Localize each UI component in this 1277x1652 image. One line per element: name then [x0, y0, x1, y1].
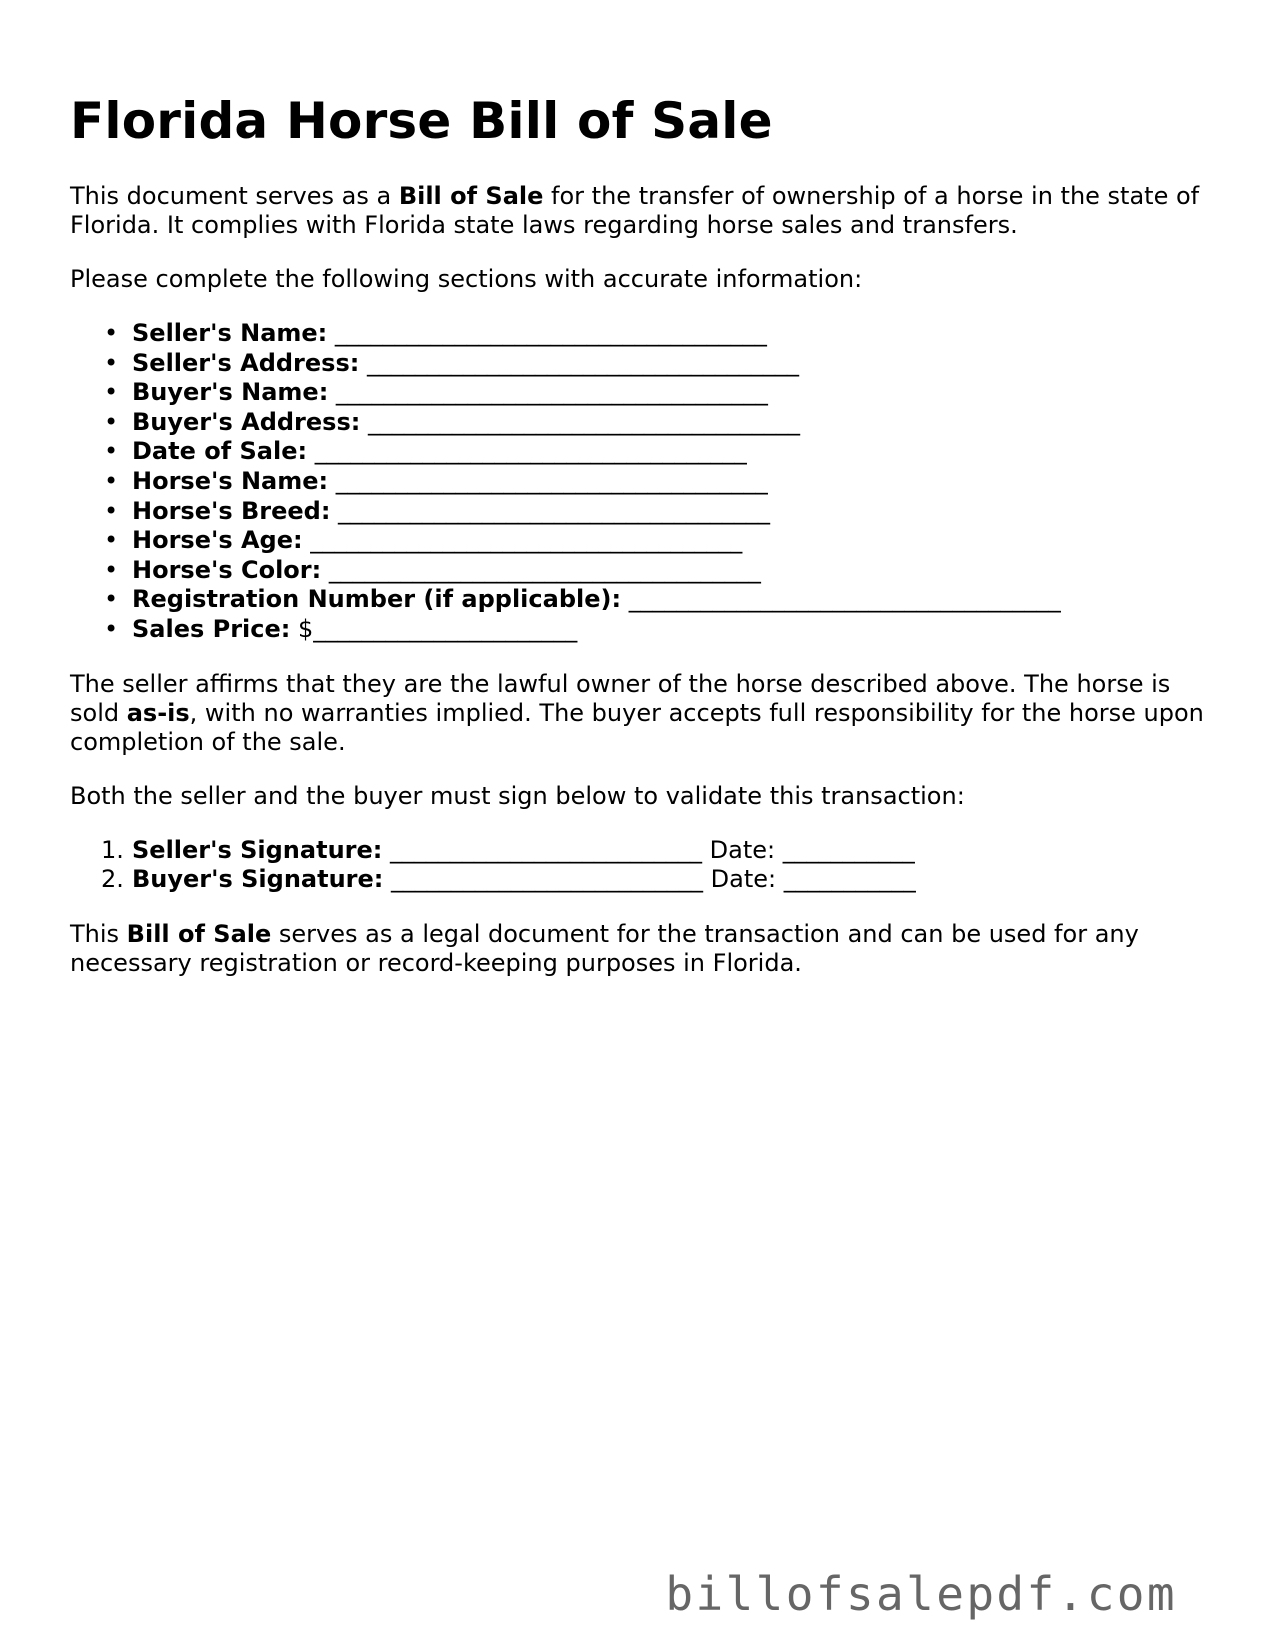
field-registration-number[interactable] — [70, 585, 1220, 615]
affirmation-text-end: , with no warranties implied. The buyer accepts full responsibility for the horse upon completion of the sale. — [70, 698, 1204, 756]
bullet-icon: • — [104, 526, 119, 555]
field-blank-line[interactable]: ____________________________________ — [359, 348, 799, 377]
field-label: Sales Price: — [132, 614, 291, 643]
list-number: 1. — [101, 835, 124, 864]
intro-text-start: This document serves as a — [70, 182, 399, 210]
closing-paragraph — [70, 920, 1220, 978]
field-seller-name[interactable] — [70, 319, 1220, 349]
intro-text-end: for the transfer of ownership of a horse in the state of Florida. It complies with Florida state laws regarding horse sales and transfers. — [70, 182, 1200, 239]
document-title: Florida Horse Bill of Sale — [70, 92, 773, 150]
bullet-icon: • — [104, 378, 119, 407]
field-label: Horse's Breed: — [132, 496, 331, 525]
signature-seller[interactable] — [70, 836, 1220, 866]
bullet-icon: • — [104, 614, 119, 643]
signature-list — [70, 836, 1220, 895]
field-blank-line[interactable]: ____________________________________ — [307, 437, 747, 466]
sign-instructions-paragraph: Both the seller and the buyer must sign below to validate this transaction: — [70, 781, 965, 810]
closing-text-end: serves as a legal document for the transaction and can be used for any necessary registration or record-keeping purposes in Florida. — [70, 919, 1139, 977]
field-blank-line[interactable]: ____________________________________ — [328, 378, 768, 407]
field-buyer-name[interactable] — [70, 378, 1220, 408]
signature-blank-line[interactable]: __________________________ — [382, 835, 702, 864]
field-blank-line[interactable]: ____________________________________ — [321, 555, 761, 584]
field-blank-line[interactable]: ____________________________________ — [330, 496, 771, 525]
date-blank-line[interactable]: ___________ — [783, 865, 916, 894]
field-sales-price[interactable] — [70, 615, 1220, 645]
form-fields-list — [70, 319, 1220, 645]
bullet-icon: • — [104, 585, 119, 614]
watermark-text: billofsalepdf.com — [665, 1567, 1177, 1621]
field-horse-color[interactable] — [70, 556, 1220, 586]
affirmation-bold-term: as-is — [126, 698, 190, 727]
signature-label: Buyer's Signature: — [132, 865, 384, 894]
field-blank-line[interactable]: ____________________________________ — [621, 585, 1061, 614]
field-blank-line[interactable]: ____________________________________ — [328, 466, 768, 495]
field-label: Buyer's Name: — [132, 378, 329, 407]
bullet-icon: • — [104, 437, 119, 466]
field-seller-address[interactable] — [70, 349, 1220, 379]
date-blank-line[interactable]: ___________ — [782, 835, 915, 864]
closing-bold-term: Bill of Sale — [126, 919, 272, 948]
date-label: Date: — [703, 865, 784, 894]
field-label: Seller's Address: — [132, 348, 360, 377]
bullet-icon: • — [104, 496, 119, 525]
bullet-icon: • — [104, 466, 119, 495]
list-number: 2. — [101, 865, 124, 894]
field-label: Buyer's Address: — [132, 407, 361, 436]
bullet-icon: • — [104, 407, 119, 436]
intro-bold-term: Bill of Sale — [398, 182, 544, 210]
field-label: Registration Number (if applicable): — [132, 585, 622, 614]
bullet-icon: • — [104, 319, 119, 347]
date-label: Date: — [702, 835, 783, 864]
field-blank-line[interactable]: ____________________________________ — [327, 319, 767, 347]
signature-blank-line[interactable]: __________________________ — [383, 865, 704, 894]
field-label: Date of Sale: — [132, 437, 308, 466]
field-blank-line[interactable]: ____________________________________ — [302, 526, 743, 555]
field-buyer-address[interactable] — [70, 408, 1220, 438]
bullet-icon: • — [104, 348, 119, 377]
field-horse-name[interactable] — [70, 467, 1220, 497]
field-label: Horse's Name: — [132, 466, 329, 495]
field-blank-line[interactable]: $______________________ — [290, 614, 578, 643]
bullet-icon: • — [104, 555, 119, 584]
intro-paragraph — [70, 182, 1220, 240]
field-date-of-sale[interactable] — [70, 437, 1220, 467]
field-label: Horse's Age: — [132, 526, 303, 555]
instructions-paragraph: Please complete the following sections with accurate information: — [70, 265, 863, 293]
document-page — [70, 88, 1220, 1003]
field-blank-line[interactable]: ____________________________________ — [360, 407, 800, 436]
affirmation-text-start: The seller affirms that they are the lawful owner of the horse described above. The horse is sold — [70, 669, 1171, 727]
signature-label: Seller's Signature: — [132, 835, 383, 864]
field-label: Seller's Name: — [132, 319, 328, 347]
field-label: Horse's Color: — [132, 555, 322, 584]
closing-text-start: This — [70, 919, 127, 948]
affirmation-paragraph — [70, 670, 1220, 757]
signature-buyer[interactable] — [70, 865, 1220, 895]
field-horse-age[interactable] — [70, 526, 1220, 556]
field-horse-breed[interactable] — [70, 497, 1220, 527]
